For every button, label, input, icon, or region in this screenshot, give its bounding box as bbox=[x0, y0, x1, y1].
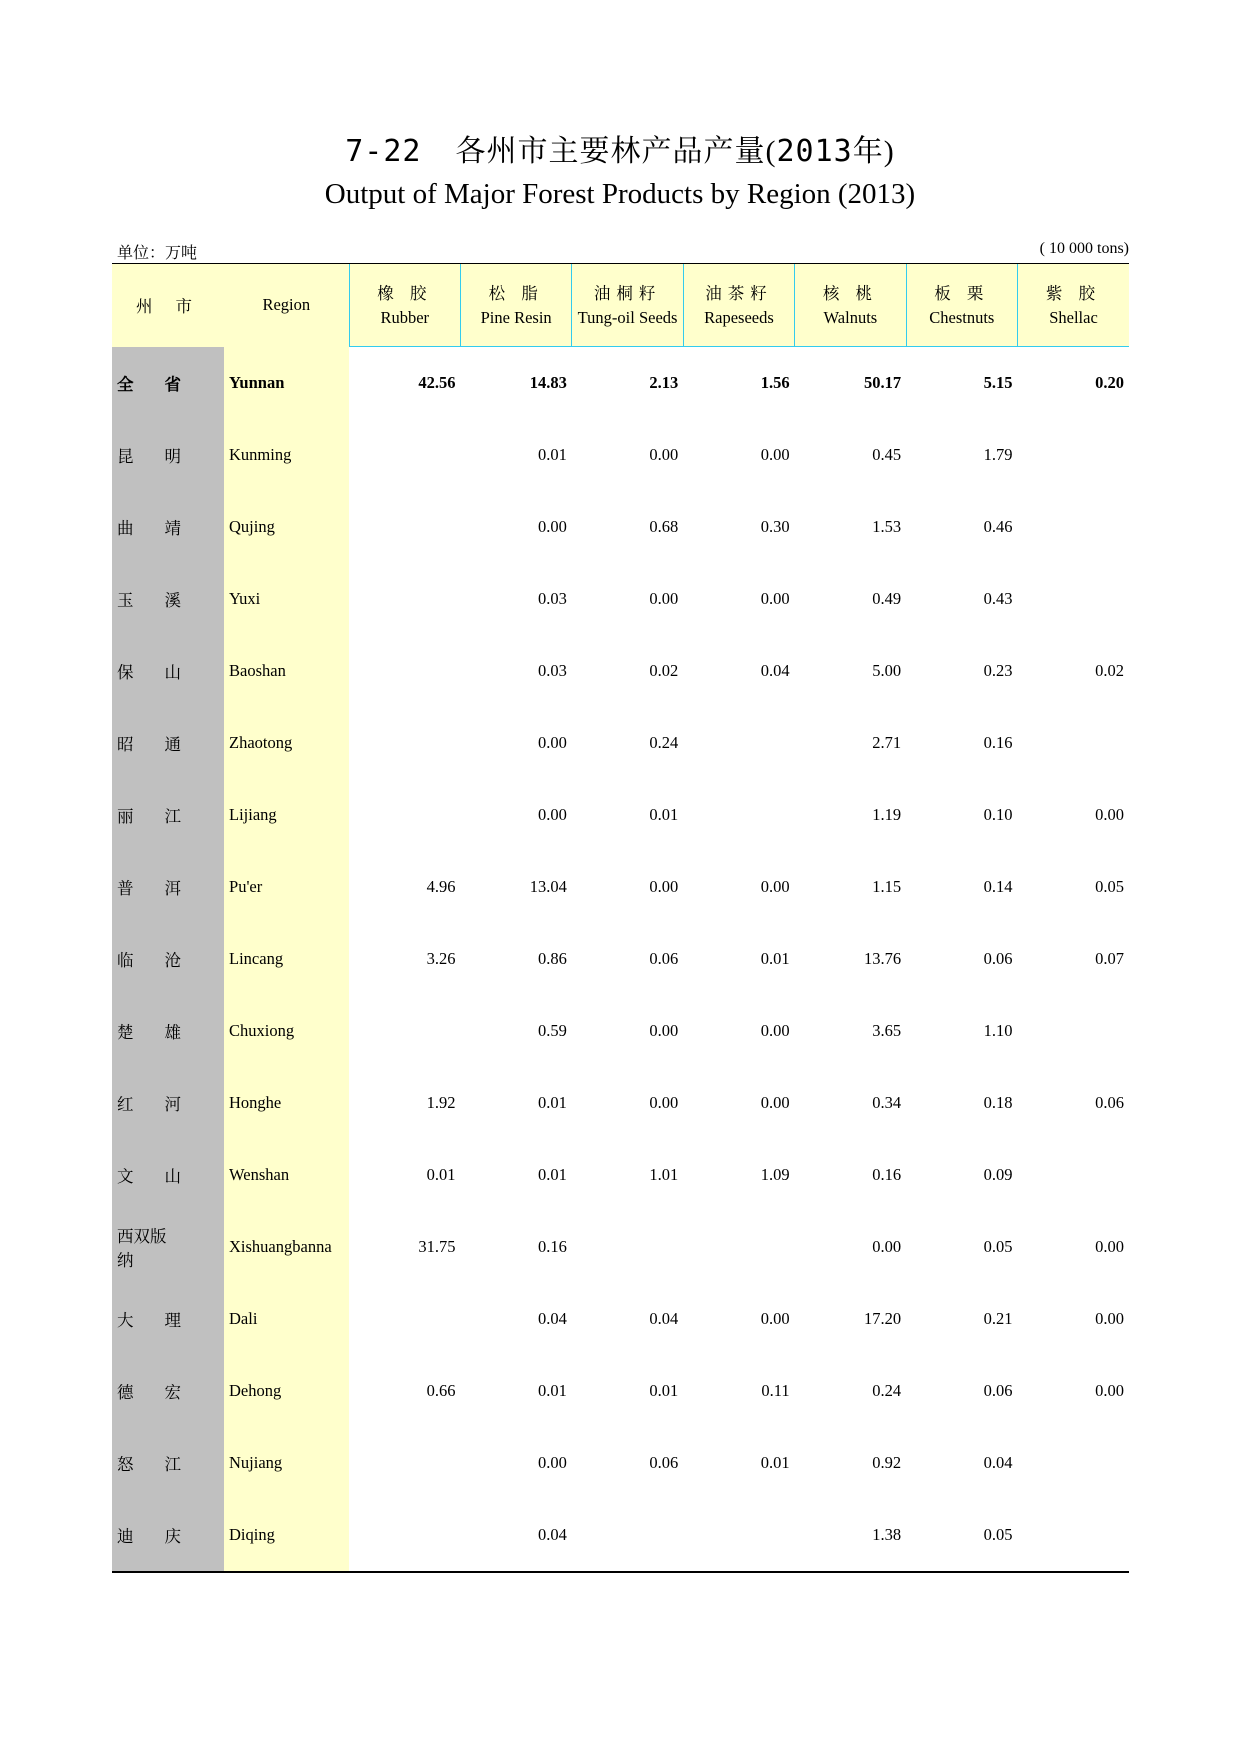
shellac-value bbox=[1017, 1139, 1129, 1211]
header-chestnuts-cn: 板 栗 bbox=[906, 264, 1017, 309]
region-cn-char: 洱 bbox=[164, 879, 181, 898]
tung-oil-seeds-value: 0.68 bbox=[649, 517, 679, 536]
rubber-value bbox=[349, 563, 460, 635]
table-row bbox=[112, 1139, 1129, 1211]
table-row bbox=[112, 491, 1129, 563]
tung-oil-seeds-value: 0.00 bbox=[649, 445, 679, 464]
region-cn-char: 普 bbox=[117, 879, 134, 898]
region-en-cell: Zhaotong bbox=[224, 707, 349, 779]
chestnuts-value: 0.05 bbox=[983, 1237, 1013, 1256]
walnuts-value: 0.49 bbox=[872, 589, 902, 608]
region-cn-char: 庆 bbox=[164, 1527, 181, 1546]
unit-label-cn: 单位：万吨 bbox=[117, 245, 198, 262]
rubber-value: 0.66 bbox=[426, 1381, 456, 1400]
region-cn-cell bbox=[112, 1499, 224, 1572]
table-body bbox=[112, 347, 1129, 1573]
rapeseeds-value bbox=[683, 1211, 794, 1283]
walnuts-value: 0.16 bbox=[872, 1165, 902, 1184]
title-cn-year: 2013 bbox=[776, 134, 853, 169]
pine-resin-value: 0.16 bbox=[537, 1237, 567, 1256]
rubber-value: 0.01 bbox=[426, 1165, 456, 1184]
region-en-cell: Chuxiong bbox=[224, 995, 349, 1067]
rapeseeds-value: 0.00 bbox=[760, 1021, 790, 1040]
region-cn-cell bbox=[112, 347, 224, 420]
pine-resin-value: 0.04 bbox=[537, 1309, 567, 1328]
rapeseeds-value: 0.00 bbox=[760, 877, 790, 896]
region-en-cell: Wenshan bbox=[224, 1139, 349, 1211]
unit-label-en: ( 10 000 tons) bbox=[1039, 240, 1129, 257]
table-row bbox=[112, 635, 1129, 707]
rapeseeds-value: 0.04 bbox=[760, 661, 790, 680]
chestnuts-value: 1.10 bbox=[983, 1021, 1013, 1040]
shellac-value: 0.00 bbox=[1095, 805, 1124, 824]
header-rubber-en: Rubber bbox=[349, 308, 460, 347]
walnuts-value: 2.71 bbox=[872, 733, 902, 752]
shellac-value bbox=[1017, 491, 1129, 563]
table-row bbox=[112, 851, 1129, 923]
shellac-value: 0.06 bbox=[1095, 1093, 1124, 1112]
region-cn-cell bbox=[112, 635, 224, 707]
region-cn-cell bbox=[112, 1283, 224, 1355]
region-en-cell: Diqing bbox=[224, 1499, 349, 1572]
rubber-value: 42.56 bbox=[418, 373, 456, 392]
rapeseeds-value: 0.11 bbox=[761, 1381, 790, 1400]
region-cn-cell bbox=[112, 1355, 224, 1427]
header-chestnuts-en: Chestnuts bbox=[906, 308, 1017, 347]
pine-resin-value: 0.03 bbox=[537, 661, 567, 680]
shellac-value: 0.20 bbox=[1095, 373, 1124, 392]
tung-oil-seeds-value: 1.01 bbox=[649, 1165, 679, 1184]
rapeseeds-value: 0.00 bbox=[760, 1093, 790, 1112]
tung-oil-seeds-value: 0.06 bbox=[649, 949, 679, 968]
region-cn-char: 昭 bbox=[117, 735, 134, 754]
walnuts-value: 1.38 bbox=[795, 1499, 906, 1572]
region-en-cell: Kunming bbox=[224, 419, 349, 491]
region-cn-cell bbox=[112, 779, 224, 851]
rubber-value: 31.75 bbox=[418, 1237, 456, 1256]
rapeseeds-value: 0.00 bbox=[760, 589, 790, 608]
region-en-cell: Yuxi bbox=[224, 563, 349, 635]
table-number: 7-22 bbox=[345, 134, 422, 169]
tung-oil-seeds-value: 0.01 bbox=[649, 805, 679, 824]
rapeseeds-value: 1.09 bbox=[760, 1165, 790, 1184]
pine-resin-value: 0.00 bbox=[537, 733, 567, 752]
shellac-value: 0.00 bbox=[1095, 1237, 1124, 1256]
pine-resin-value: 0.01 bbox=[537, 1381, 567, 1400]
shellac-value: 0.02 bbox=[1095, 661, 1124, 680]
region-cn-char: 省 bbox=[164, 374, 181, 394]
region-cn-char: 全 bbox=[117, 374, 134, 394]
region-cn-char: 红 bbox=[117, 1095, 134, 1114]
header-shellac-en: Shellac bbox=[1017, 308, 1129, 347]
shellac-value bbox=[1017, 995, 1129, 1067]
tung-oil-seeds-value: 2.13 bbox=[649, 373, 679, 392]
pine-resin-value: 0.01 bbox=[537, 445, 567, 464]
walnuts-value: 1.15 bbox=[872, 877, 902, 896]
table-row bbox=[112, 1211, 1129, 1283]
walnuts-value: 5.00 bbox=[872, 661, 902, 680]
walnuts-value: 1.53 bbox=[872, 517, 902, 536]
table-row bbox=[112, 1355, 1129, 1427]
region-cn-char: 山 bbox=[164, 1167, 181, 1186]
region-cn-char: 河 bbox=[164, 1095, 181, 1114]
chestnuts-value: 0.43 bbox=[983, 589, 1013, 608]
region-cn-cell bbox=[112, 1067, 224, 1139]
region-cn-char: 保 bbox=[117, 663, 134, 682]
chestnuts-value: 0.21 bbox=[983, 1309, 1013, 1328]
pine-resin-value: 0.59 bbox=[537, 1021, 567, 1040]
region-cn-char: 玉 bbox=[117, 591, 134, 610]
chestnuts-value: 0.14 bbox=[983, 877, 1013, 896]
rapeseeds-value bbox=[683, 779, 794, 851]
tung-oil-seeds-value bbox=[572, 1499, 683, 1572]
rapeseeds-value: 1.56 bbox=[760, 373, 790, 392]
region-en-cell: Yunnan bbox=[224, 347, 349, 420]
walnuts-value: 50.17 bbox=[863, 373, 902, 392]
header-rubber-cn: 橡 胶 bbox=[349, 264, 460, 309]
rubber-value: 4.96 bbox=[426, 877, 456, 896]
pine-resin-value: 0.01 bbox=[537, 1093, 567, 1112]
pine-resin-value: 0.00 bbox=[537, 517, 567, 536]
rubber-value bbox=[349, 1427, 460, 1499]
table-row bbox=[112, 923, 1129, 995]
region-en-cell: Lincang bbox=[224, 923, 349, 995]
region-cn-char: 靖 bbox=[164, 519, 181, 538]
header-rapeseeds-en: Rapeseeds bbox=[683, 308, 794, 347]
rubber-value bbox=[349, 635, 460, 707]
region-cn-cell bbox=[112, 1427, 224, 1499]
region-cn-char: 溪 bbox=[164, 591, 181, 610]
rubber-value bbox=[349, 419, 460, 491]
header-pine-resin-cn: 松 脂 bbox=[460, 264, 571, 309]
chestnuts-value: 0.46 bbox=[983, 517, 1013, 536]
rapeseeds-value: 0.00 bbox=[760, 1309, 790, 1328]
rapeseeds-value: 0.01 bbox=[760, 949, 790, 968]
rapeseeds-value bbox=[683, 1499, 794, 1572]
tung-oil-seeds-value bbox=[572, 1211, 683, 1283]
region-cn-char: 文 bbox=[117, 1167, 134, 1186]
pine-resin-value: 0.03 bbox=[537, 589, 567, 608]
region-en-cell: Pu'er bbox=[224, 851, 349, 923]
title-cn-tail: 年) bbox=[852, 135, 895, 168]
chestnuts-value: 0.05 bbox=[906, 1499, 1017, 1572]
rubber-value: 1.92 bbox=[426, 1093, 456, 1112]
header-walnuts-cn: 核 桃 bbox=[795, 264, 906, 309]
region-cn-char: 曲 bbox=[117, 519, 134, 538]
header-shellac-cn: 紫 胶 bbox=[1017, 264, 1129, 309]
shellac-value: 0.07 bbox=[1095, 949, 1124, 968]
page-title-en: Output of Major Forest Products by Region (2013) bbox=[324, 178, 916, 210]
walnuts-value: 0.24 bbox=[872, 1381, 902, 1400]
region-en-cell: Baoshan bbox=[224, 635, 349, 707]
shellac-value: 0.00 bbox=[1095, 1309, 1124, 1328]
region-en-cell: Nujiang bbox=[224, 1427, 349, 1499]
rubber-value bbox=[349, 491, 460, 563]
pine-resin-value: 0.00 bbox=[537, 805, 567, 824]
region-en-cell: Honghe bbox=[224, 1067, 349, 1139]
chestnuts-value: 0.23 bbox=[983, 661, 1013, 680]
region-cn-cell bbox=[112, 563, 224, 635]
region-cn-cell bbox=[112, 1139, 224, 1211]
region-en-cell: Dehong bbox=[224, 1355, 349, 1427]
rubber-value: 3.26 bbox=[426, 949, 456, 968]
walnuts-value: 0.92 bbox=[872, 1453, 902, 1472]
shellac-value bbox=[1017, 419, 1129, 491]
forest-products-table bbox=[112, 263, 1129, 1573]
region-cn-cell bbox=[112, 707, 224, 779]
rubber-value bbox=[349, 995, 460, 1067]
rapeseeds-value: 0.01 bbox=[760, 1453, 790, 1472]
region-cn-char: 西双版纳 bbox=[117, 1227, 167, 1270]
tung-oil-seeds-value: 0.24 bbox=[649, 733, 679, 752]
pine-resin-value: 13.04 bbox=[529, 877, 567, 896]
walnuts-value: 1.19 bbox=[872, 805, 902, 824]
header-row-cn bbox=[112, 264, 1129, 309]
region-cn-char: 德 bbox=[117, 1383, 134, 1402]
chestnuts-value: 0.18 bbox=[983, 1093, 1013, 1112]
region-cn-char: 山 bbox=[164, 663, 181, 682]
header-tung-oil-en: Tung-oil Seeds bbox=[572, 308, 683, 347]
shellac-value bbox=[1017, 707, 1129, 779]
region-cn-cell bbox=[112, 419, 224, 491]
region-cn-cell bbox=[112, 851, 224, 923]
chestnuts-value: 0.09 bbox=[983, 1165, 1013, 1184]
tung-oil-seeds-value: 0.02 bbox=[649, 661, 679, 680]
walnuts-value: 0.00 bbox=[872, 1237, 902, 1256]
region-cn-char: 楚 bbox=[117, 1023, 134, 1042]
region-cn-cell bbox=[112, 491, 224, 563]
region-cn-char: 宏 bbox=[164, 1383, 181, 1402]
walnuts-value: 0.34 bbox=[872, 1093, 902, 1112]
rapeseeds-value: 0.00 bbox=[760, 445, 790, 464]
header-pine-resin-en: Pine Resin bbox=[460, 308, 571, 347]
region-cn-cell bbox=[112, 923, 224, 995]
header-rapeseeds-cn: 油茶籽 bbox=[683, 264, 794, 309]
shellac-value bbox=[1017, 1427, 1129, 1499]
tung-oil-seeds-value: 0.00 bbox=[649, 1093, 679, 1112]
table-row bbox=[112, 1283, 1129, 1355]
chestnuts-value: 0.06 bbox=[983, 1381, 1013, 1400]
region-cn-char: 昆 bbox=[117, 447, 134, 466]
rubber-value bbox=[349, 1283, 460, 1355]
table-row bbox=[112, 995, 1129, 1067]
shellac-value bbox=[1017, 563, 1129, 635]
region-en-cell: Xishuangbanna bbox=[224, 1211, 349, 1283]
page-title-cn bbox=[0, 126, 1240, 170]
walnuts-value: 0.45 bbox=[872, 445, 902, 464]
region-cn-char: 大 bbox=[117, 1311, 134, 1330]
region-en-cell: Lijiang bbox=[224, 779, 349, 851]
header-region-cn-2: 市 bbox=[175, 297, 193, 317]
table-row bbox=[112, 707, 1129, 779]
chestnuts-value: 0.06 bbox=[983, 949, 1013, 968]
rubber-value bbox=[349, 707, 460, 779]
title-cn-text: 各州市主要林产品产量( bbox=[455, 135, 777, 168]
chestnuts-value: 0.04 bbox=[983, 1453, 1013, 1472]
rubber-value bbox=[349, 1499, 460, 1572]
tung-oil-seeds-value: 0.01 bbox=[649, 1381, 679, 1400]
region-cn-char: 雄 bbox=[164, 1023, 181, 1042]
tung-oil-seeds-value: 0.00 bbox=[649, 877, 679, 896]
region-cn-cell bbox=[112, 1211, 224, 1283]
table-row-total bbox=[112, 347, 1129, 420]
region-cn-cell bbox=[112, 995, 224, 1067]
region-cn-char: 江 bbox=[164, 1455, 181, 1474]
header-region-cn bbox=[112, 264, 224, 347]
table-header bbox=[112, 264, 1129, 347]
chestnuts-value: 5.15 bbox=[983, 373, 1013, 392]
shellac-value bbox=[1017, 1499, 1129, 1572]
tung-oil-seeds-value: 0.04 bbox=[649, 1309, 679, 1328]
walnuts-value: 3.65 bbox=[872, 1021, 902, 1040]
table-row bbox=[112, 1067, 1129, 1139]
shellac-value: 0.05 bbox=[1095, 877, 1124, 896]
walnuts-value: 13.76 bbox=[863, 949, 902, 968]
region-cn-char: 通 bbox=[164, 735, 181, 754]
chestnuts-value: 0.16 bbox=[983, 733, 1013, 752]
chestnuts-value: 1.79 bbox=[983, 445, 1013, 464]
table-row bbox=[112, 419, 1129, 491]
pine-resin-value: 14.83 bbox=[529, 373, 567, 392]
table-row bbox=[112, 1427, 1129, 1499]
table-row bbox=[112, 563, 1129, 635]
tung-oil-seeds-value: 0.00 bbox=[649, 589, 679, 608]
rapeseeds-value: 0.30 bbox=[760, 517, 790, 536]
region-en-cell: Dali bbox=[224, 1283, 349, 1355]
header-tung-oil-cn: 油桐籽 bbox=[572, 264, 683, 309]
tung-oil-seeds-value: 0.00 bbox=[649, 1021, 679, 1040]
pine-resin-value: 0.00 bbox=[537, 1453, 567, 1472]
rubber-value bbox=[349, 779, 460, 851]
region-cn-char: 丽 bbox=[117, 807, 134, 826]
shellac-value: 0.00 bbox=[1095, 1381, 1124, 1400]
tung-oil-seeds-value: 0.06 bbox=[649, 1453, 679, 1472]
region-cn-char: 临 bbox=[117, 951, 134, 970]
header-region-cn-1: 州 bbox=[136, 297, 153, 317]
region-cn-char: 怒 bbox=[117, 1455, 134, 1474]
pine-resin-value: 0.01 bbox=[537, 1165, 567, 1184]
region-cn-char: 明 bbox=[164, 447, 181, 466]
region-cn-char: 江 bbox=[164, 807, 181, 826]
table-row bbox=[112, 1499, 1129, 1572]
region-cn-char: 迪 bbox=[117, 1527, 134, 1546]
header-walnuts-en: Walnuts bbox=[795, 308, 906, 347]
pine-resin-value: 0.86 bbox=[537, 949, 567, 968]
table-row bbox=[112, 779, 1129, 851]
rapeseeds-value bbox=[683, 707, 794, 779]
region-en-cell: Qujing bbox=[224, 491, 349, 563]
pine-resin-value: 0.04 bbox=[460, 1499, 571, 1572]
walnuts-value: 17.20 bbox=[863, 1309, 902, 1328]
region-cn-char: 理 bbox=[164, 1311, 181, 1330]
chestnuts-value: 0.10 bbox=[983, 805, 1013, 824]
header-region-en: Region bbox=[224, 264, 349, 347]
region-cn-char: 沧 bbox=[164, 951, 181, 970]
